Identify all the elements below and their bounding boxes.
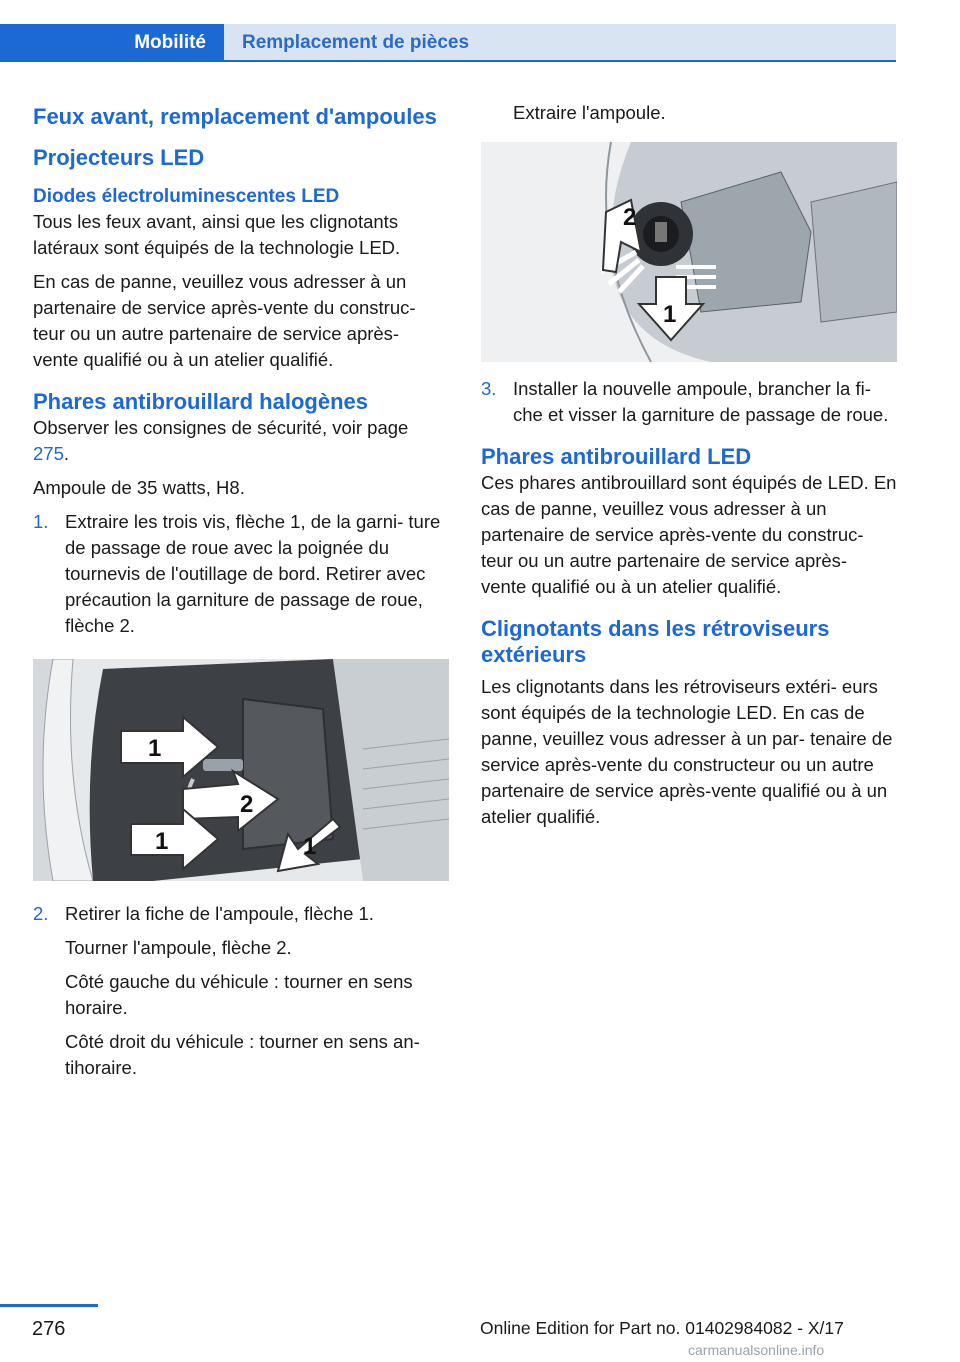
figure-wheel-arch-trim <box>33 659 449 881</box>
section-tab[interactable] <box>0 24 224 62</box>
figure2-label-1: 1 <box>663 301 677 328</box>
figure-fog-bulb <box>481 142 897 362</box>
heading-fog-halogen: Phares antibrouillard halogènes <box>33 389 368 414</box>
paragraph-fog-led: Ces phares antibrouillard sont équipés de LED. En cas de panne, veuillez vous adresser à un partenaire de service après-vente du construc- teur ou un autre partenaire de service après- vente qualifié ou à un atelier qualifié. <box>481 472 897 597</box>
paragraph-extract-bulb: Extraire l'ampoule. <box>513 102 666 123</box>
step-text: Installer la nouvelle ampoule, brancher la fi- che et visser la garniture de passage de roue. <box>513 378 889 425</box>
step-text: Côté gauche du véhicule : tourner en sens horaire. <box>65 971 413 1018</box>
chapter-tab-label: Remplacement de pièces <box>242 32 470 53</box>
page-reference-link[interactable]: 275 <box>33 443 64 464</box>
footer-divider <box>0 1304 98 1307</box>
paragraph-mirror-indicators: Les clignotants dans les rétroviseurs extéri- eurs sont équipés de la technologie LED. En cas de panne, veuillez vous adresser à un par- tenaire de service après-vente du constructeur ou un autre partenaire de service après-vente qualifié ou à un atelier qualifié. <box>481 676 893 827</box>
step-3 <box>481 376 897 428</box>
edition-info: Online Edition for Part no. 01402984082 - X/17 <box>480 1318 844 1338</box>
heading-mirror-indicators: Clignotants dans les rétroviseurs extérieurs <box>481 616 830 667</box>
figure1-label-2: 2 <box>240 791 254 818</box>
right-column <box>481 100 897 830</box>
step-text: Tourner l'ampoule, flèche 2. <box>65 937 292 958</box>
step-1 <box>33 509 449 639</box>
left-column <box>33 100 449 1081</box>
heading-fog-led: Phares antibrouillard LED <box>481 444 752 469</box>
figure1-label-1c: 1 <box>303 833 317 860</box>
step-number: 3. <box>481 378 497 399</box>
heading-led-projectors: Projecteurs LED <box>33 145 205 170</box>
figure1-label-1b: 1 <box>155 828 169 855</box>
safety-text-end: . <box>63 443 70 464</box>
paragraph-safety <box>33 415 449 467</box>
paragraph-bulb: Ampoule de 35 watts, H8. <box>33 477 245 498</box>
page-number: 276 <box>32 1318 66 1340</box>
paragraph-all-lights: Tous les feux avant, ainsi que les clignotants latéraux sont équipés de la technologie LED. <box>33 211 401 258</box>
header-divider <box>224 60 896 62</box>
step-text: Extraire les trois vis, flèche 1, de la garni- ture de passage de roue avec la poignée du tournevis de l'outillage de bord. Retirer avec précaution la garniture de passage de roue, flèche 2. <box>65 511 441 636</box>
chapter-tab[interactable] <box>224 24 896 62</box>
section-tab-label: Mobilité <box>134 32 206 53</box>
step-number: 1. <box>33 511 49 532</box>
figure2-label-2: 2 <box>623 204 637 231</box>
figure1-label-1a: 1 <box>148 735 162 762</box>
step-number: 2. <box>33 903 49 924</box>
page-title: Feux avant, remplacement d'ampoules <box>33 104 437 129</box>
watermark: carmanualsonline.info <box>688 1342 825 1358</box>
paragraph-breakdown: En cas de panne, veuillez vous adresser à un partenaire de service après-vente du construc- teur ou un autre partenaire de service après- vente qualifié ou à un atelier qualifié. <box>33 271 416 370</box>
step-2 <box>33 901 449 1081</box>
step-text: Côté droit du véhicule : tourner en sens an- tihoraire. <box>65 1031 420 1078</box>
safety-text: Observer les consignes de sécurité, voir page <box>33 417 409 438</box>
heading-led-diodes: Diodes électroluminescentes LED <box>33 186 340 207</box>
step-text: Retirer la fiche de l'ampoule, flèche 1. <box>65 903 374 924</box>
